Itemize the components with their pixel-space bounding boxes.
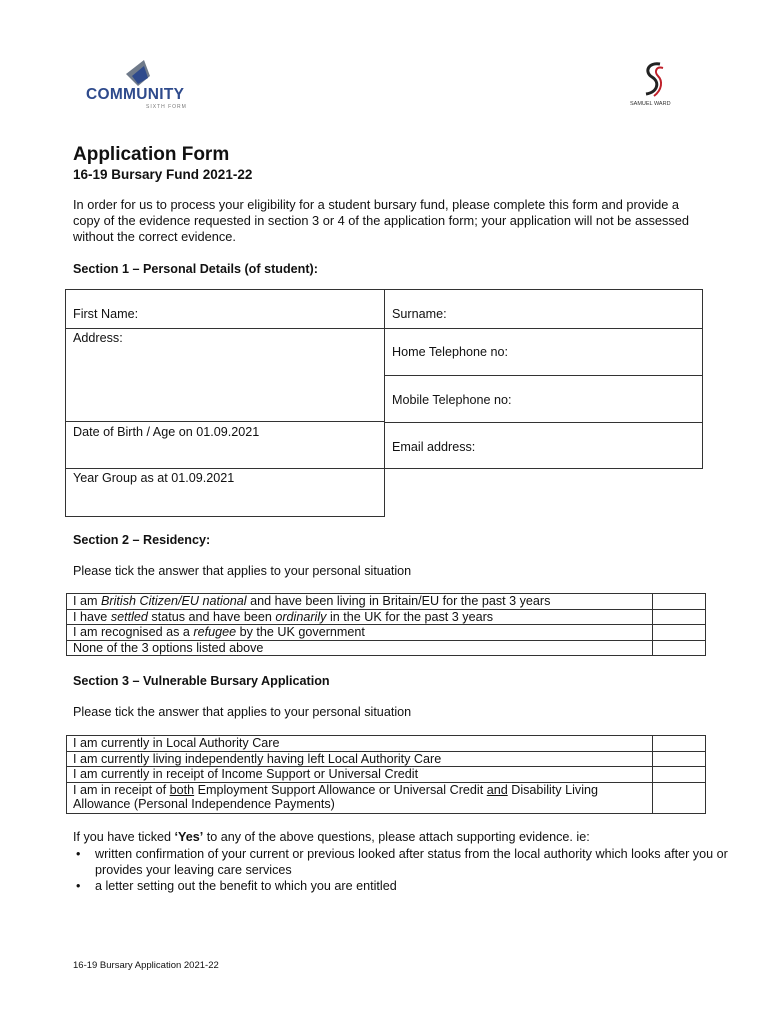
page-subtitle: 16-19 Bursary Fund 2021-22 (73, 167, 253, 182)
vulnerable-tick-box[interactable] (653, 751, 706, 767)
table-row (67, 767, 706, 783)
mobile-telephone-label: Mobile Telephone no: (392, 393, 512, 407)
residency-tick-box[interactable] (653, 625, 706, 641)
vulnerable-option-text: I am currently in Local Authority Care (67, 736, 653, 752)
table-row (67, 625, 706, 641)
intro-paragraph: In order for us to process your eligibility for a student bursary fund, please complete this form and provide a copy of the evidence requested in section 3 or 4 of the application form; your application will not be assessed without the correct evidence. (73, 197, 690, 244)
list-item (73, 878, 735, 894)
samuel-ward-logo (630, 60, 678, 112)
residency-option-text: I am recognised as a refugee by the UK government (67, 625, 653, 641)
vulnerable-tick-box[interactable] (653, 736, 706, 752)
vulnerable-option-text: I am in receipt of both Employment Support Allowance or Universal Credit and Disability Living Allowance (Personal Independence Payments) (67, 782, 653, 813)
section1-heading: Section 1 – Personal Details (of student): (73, 262, 318, 276)
logo-community-text: COMMUNITY (86, 86, 185, 103)
date-of-birth-field[interactable] (65, 421, 385, 469)
residency-option-text: None of the 3 options listed above (67, 640, 653, 656)
personal-details-table (65, 289, 703, 517)
table-row (67, 594, 706, 610)
evidence-lead (73, 830, 590, 844)
community-logo-mark-icon (86, 58, 206, 88)
evidence-lead-text: If you have ticked (73, 830, 175, 844)
first-name-label: First Name: (73, 307, 139, 321)
community-sixth-form-logo (86, 58, 206, 110)
evidence-lead-yes: ‘Yes’ (174, 830, 204, 844)
table-row (67, 609, 706, 625)
table-row (67, 751, 706, 767)
residency-table (66, 593, 706, 656)
evidence-lead-text-end: to any of the above questions, please attach supporting evidence. ie: (203, 830, 590, 844)
mobile-telephone-field[interactable] (384, 375, 703, 423)
page-footer: 16-19 Bursary Application 2021-22 (73, 960, 219, 971)
residency-option-text: I have settled status and have been ordinarily in the UK for the past 3 years (67, 609, 653, 625)
residency-tick-box[interactable] (653, 594, 706, 610)
surname-label: Surname: (392, 307, 447, 321)
residency-option-text: I am British Citizen/EU national and have been living in Britain/EU for the past 3 years (67, 594, 653, 610)
residency-tick-box[interactable] (653, 609, 706, 625)
residency-tick-box[interactable] (653, 640, 706, 656)
logo-samuel-ward-caption: SAMUEL WARD (630, 101, 671, 107)
page-title: Application Form (73, 144, 230, 165)
home-telephone-field[interactable] (384, 328, 703, 376)
section3-heading: Section 3 – Vulnerable Bursary Application (73, 674, 330, 688)
section2-heading: Section 2 – Residency: (73, 533, 211, 547)
samuel-ward-s-icon (630, 60, 678, 100)
section3-instruction: Please tick the answer that applies to your personal situation (73, 705, 412, 719)
evidence-list (73, 846, 735, 894)
vulnerable-option-text: I am currently living independently having left Local Authority Care (67, 751, 653, 767)
list-item-text: a letter setting out the benefit to which you are entitled (95, 879, 397, 893)
address-label: Address: (73, 331, 123, 345)
email-field[interactable] (384, 422, 703, 469)
table-row (67, 736, 706, 752)
section2-instruction: Please tick the answer that applies to your personal situation (73, 564, 412, 578)
date-of-birth-label: Date of Birth / Age on 01.09.2021 (73, 425, 260, 439)
list-item-text: written confirmation of your current or previous looked after status from the local authority which looks after you or provides your leaving care services (95, 847, 728, 877)
vulnerable-tick-box[interactable] (653, 767, 706, 783)
first-name-field[interactable] (65, 289, 385, 329)
year-group-label: Year Group as at 01.09.2021 (73, 471, 235, 485)
table-row (67, 640, 706, 656)
address-field[interactable] (65, 328, 385, 422)
year-group-field[interactable] (65, 468, 385, 517)
bullet-icon: • (76, 879, 81, 893)
home-telephone-label: Home Telephone no: (392, 345, 508, 359)
table-row (67, 782, 706, 813)
vulnerable-bursary-table (66, 735, 706, 814)
vulnerable-tick-box[interactable] (653, 782, 706, 813)
logo-community-subtext: SIXTH FORM (146, 104, 187, 110)
vulnerable-option-text: I am currently in receipt of Income Support or Universal Credit (67, 767, 653, 783)
bullet-icon: • (76, 847, 81, 861)
email-label: Email address: (392, 440, 476, 454)
list-item (73, 846, 735, 878)
surname-field[interactable] (384, 289, 703, 329)
